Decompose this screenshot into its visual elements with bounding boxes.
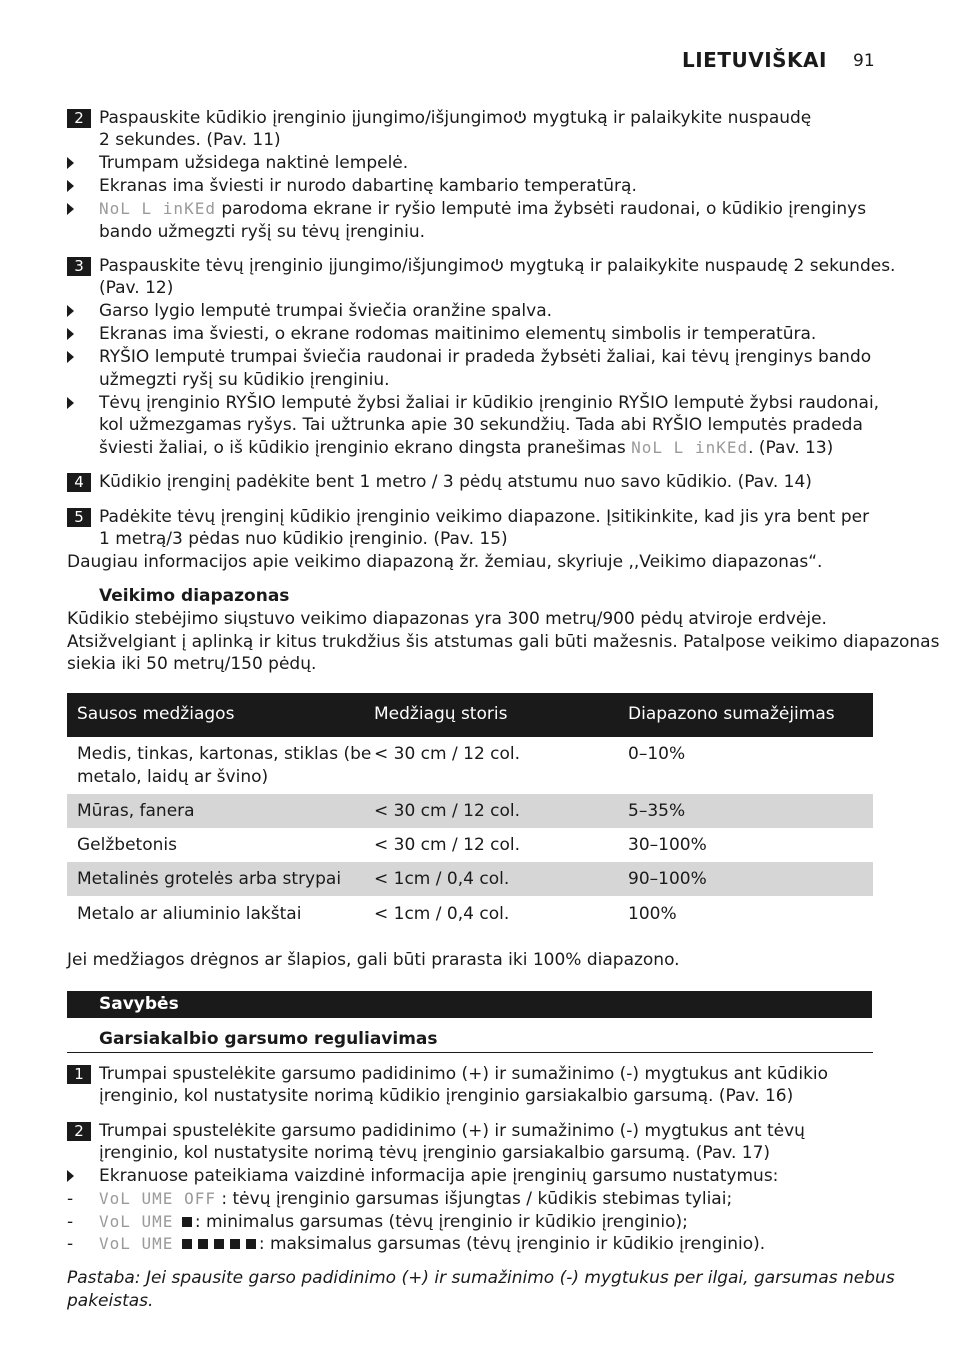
volume-bar-icon: [182, 1239, 192, 1249]
table-cell: < 30 cm / 12 col.: [374, 835, 521, 855]
step-text: Trumpai spustelėkite garsumo padidinimo (+) ir sumažinimo (-) mygtukus ant tėvų: [99, 1121, 805, 1141]
note-text: Pastaba: Jei spausite garso padidinimo (+) ir sumažinimo (-) mygtukus per ilgai, garsumas nebus: [67, 1268, 895, 1288]
step-number: 4: [67, 473, 91, 492]
lcd-text: NoL L inKEd: [99, 199, 216, 218]
section-bar: [67, 991, 872, 1018]
bullet-arrow-icon: [67, 351, 74, 363]
table-row: [67, 896, 873, 930]
bullet-arrow-icon: [67, 157, 74, 169]
paragraph: Daugiau informacijos apie veikimo diapazoną žr. žemiau, skyriuje ,,Veikimo diapazonas“.: [67, 552, 823, 572]
bullet-arrow-icon: [67, 328, 74, 340]
volume-bar-icon: [246, 1239, 256, 1249]
bullet-text: Tėvų įrenginio RYŠIO lemputė žybsi žaliai ir kūdikio įrenginio RYŠIO lemputė žybsi raudonai,: [99, 393, 880, 413]
dash-text: VoL UME : minimalus garsumas (tėvų įrenginio ir kūdikio įrenginio);: [99, 1212, 688, 1232]
table-cell: 100%: [628, 904, 677, 924]
table-cell: 5–35%: [628, 801, 686, 821]
table-cell: 0–10%: [628, 744, 686, 764]
step-number: 2: [67, 1122, 91, 1141]
step-text: Kūdikio įrenginį padėkite bent 1 metro / 3 pėdų atstumu nuo savo kūdikio. (Pav. 14): [99, 472, 812, 492]
lcd-text: VoL UME OFF: [99, 1189, 216, 1208]
power-icon: [513, 110, 527, 124]
step-text: 1 metrą/3 pėdas nuo kūdikio įrenginio. (Pav. 15): [99, 529, 508, 549]
paragraph: siekia iki 50 metrų/150 pėdų.: [67, 654, 317, 674]
step-number: 5: [67, 508, 91, 527]
bullet-text: RYŠIO lemputė trumpai šviečia raudonai ir pradeda žybsėti žaliai, kai tėvų įrenginys bando: [99, 347, 872, 367]
bullet-arrow-icon: [67, 1170, 74, 1182]
bullet-text: šviesti žaliai, o iš kūdikio įrenginio ekrano dingsta pranešimas NoL L inKEd. (Pav. 13): [99, 438, 834, 458]
volume-bar-icon: [230, 1239, 240, 1249]
table-row: [67, 737, 873, 793]
bullet-arrow-icon: [67, 203, 74, 215]
table-row: [67, 828, 873, 862]
bullet-text: Trumpam užsidega naktinė lempelė.: [99, 153, 409, 173]
step-number: 1: [67, 1065, 91, 1084]
bullet-text: bando užmegzti ryšį su tėvų įrenginiu.: [99, 222, 425, 242]
paragraph: Jei medžiagos drėgnos ar šlapios, gali būti prarasta iki 100% diapazono.: [67, 950, 680, 970]
dash-bullet: -: [67, 1189, 74, 1209]
table-header-cell: Sausos medžiagos: [77, 704, 235, 724]
table-row: [67, 794, 873, 828]
step-text: Paspauskite tėvų įrenginio įjungimo/išjungimo mygtuką ir palaikykite nuspaudę 2 sekundes.: [99, 256, 896, 276]
bullet-text: užmegzti ryšį su kūdikio įrenginiu.: [99, 370, 390, 390]
section-heading: Savybės: [99, 994, 179, 1014]
table-cell: Gelžbetonis: [77, 835, 177, 855]
lcd-text: VoL UME: [99, 1234, 174, 1253]
bullet-text: Ekranuose pateikiama vaizdinė informacija apie įrenginių garsumo nustatymus:: [99, 1166, 779, 1186]
divider: [67, 1052, 873, 1053]
table-cell: Metalo ar aliuminio lakštai: [77, 904, 302, 924]
bullet-text: kol užmezgamas ryšys. Tai užtrunka apie 30 sekundžių. Tada abi RYŠIO lemputės pradeda: [99, 415, 863, 435]
step-text: Trumpai spustelėkite garsumo padidinimo (+) ir sumažinimo (-) mygtukus ant kūdikio: [99, 1064, 829, 1084]
paragraph: Atsižvelgiant į aplinką ir kitus trukdžius šis atstumas gali būti mažesnis. Patalpose veikimo diapazonas: [67, 632, 940, 652]
bullet-text: Ekranas ima šviesti, o ekrane rodomas maitinimo elementų simbolis ir temperatūra.: [99, 324, 817, 344]
bullet-arrow-icon: [67, 180, 74, 192]
bullet-text: Ekranas ima šviesti ir nurodo dabartinę kambario temperatūrą.: [99, 176, 637, 196]
step-text: Paspauskite kūdikio įrenginio įjungimo/išjungimo mygtuką ir palaikykite nuspaudę: [99, 108, 812, 128]
dash-bullet: -: [67, 1212, 74, 1232]
table-cell: Medis, tinkas, kartonas, stiklas (be: [77, 744, 372, 764]
bullet-arrow-icon: [67, 305, 74, 317]
power-icon: [490, 258, 504, 272]
table-header-cell: Diapazono sumažėjimas: [628, 704, 835, 724]
bullet-arrow-icon: [67, 397, 74, 409]
table-header: [67, 693, 873, 737]
step-number: 2: [67, 109, 91, 128]
lcd-text: VoL UME: [99, 1212, 174, 1231]
dash-bullet: -: [67, 1234, 74, 1254]
volume-bar-icon: [198, 1239, 208, 1249]
table-cell: metalo, laidų ar švino): [77, 767, 269, 787]
table-cell: Metalinės grotelės arba strypai: [77, 869, 342, 889]
step-text: 2 sekundes. (Pav. 11): [99, 130, 281, 150]
dash-text: VoL UME : maksimalus garsumas (tėvų įrenginio ir kūdikio įrenginio).: [99, 1234, 766, 1254]
step-number: 3: [67, 257, 91, 276]
section-title: LIETUVIŠKAI: [682, 48, 827, 72]
step-text: įrenginio, kol nustatysite norimą kūdikio įrenginio garsiakalbio garsumą. (Pav. 16): [99, 1086, 794, 1106]
bullet-text: Garso lygio lemputė trumpai šviečia oranžine spalva.: [99, 301, 553, 321]
table-cell: 90–100%: [628, 869, 707, 889]
step-text: įrenginio, kol nustatysite norimą tėvų įrenginio garsiakalbio garsumą. (Pav. 17): [99, 1143, 771, 1163]
subsection-title: Veikimo diapazonas: [99, 586, 290, 606]
table-cell: < 30 cm / 12 col.: [374, 744, 521, 764]
table-row: [67, 862, 873, 896]
table-cell: 30–100%: [628, 835, 707, 855]
dash-text: VoL UME OFF : tėvų įrenginio garsumas išjungtas / kūdikis stebimas tyliai;: [99, 1189, 733, 1209]
table-cell: < 1cm / 0,4 col.: [374, 869, 510, 889]
volume-bar-icon: [214, 1239, 224, 1249]
step-text: (Pav. 12): [99, 278, 174, 298]
table-cell: < 1cm / 0,4 col.: [374, 904, 510, 924]
lcd-text: NoL L inKEd: [631, 438, 749, 457]
volume-bar-icon: [182, 1217, 192, 1227]
note-text: pakeistas.: [67, 1291, 154, 1311]
paragraph: Kūdikio stebėjimo siųstuvo veikimo diapazonas yra 300 metrų/900 pėdų atviroje erdvėje.: [67, 609, 827, 629]
bullet-text: NoL L inKEd parodoma ekrane ir ryšio lemputė ima žybsėti raudonai, o kūdikio įrenginys: [99, 199, 867, 219]
table-cell: Mūras, fanera: [77, 801, 195, 821]
subsection-title: Garsiakalbio garsumo reguliavimas: [99, 1029, 438, 1049]
table-header-cell: Medžiagų storis: [374, 704, 508, 724]
page-number: 91: [853, 51, 875, 71]
table-cell: < 30 cm / 12 col.: [374, 801, 521, 821]
step-text: Padėkite tėvų įrenginį kūdikio įrenginio veikimo diapazone. Įsitikinkite, kad jis yra bent per: [99, 507, 870, 527]
